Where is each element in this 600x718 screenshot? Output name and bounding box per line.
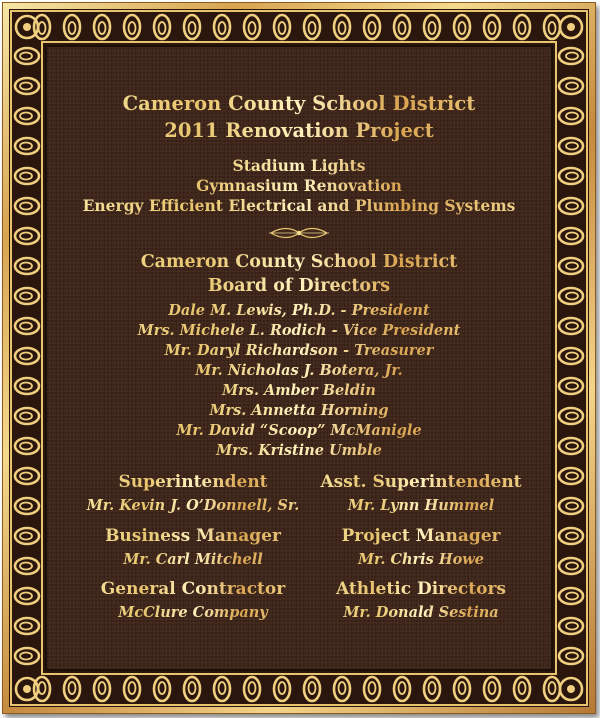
role-title: Business Manager (73, 526, 313, 546)
project-item: Energy Efficient Electrical and Plumbing Systems (45, 196, 553, 215)
board-member: Mrs. Michele L. Rodich - Vice President (45, 322, 553, 339)
plaque (2, 2, 596, 714)
role-name: Mr. Carl Mitchell (73, 551, 313, 568)
ornamental-flourish-icon (269, 226, 329, 240)
board-heading-1: Cameron County School District (45, 252, 553, 272)
project-item: Stadium Lights (45, 156, 553, 175)
role-name: Mr. Donald Sestina (301, 604, 541, 621)
role-name: Mr. Kevin J. O’Donnell, Sr. (73, 497, 313, 514)
board-member: Mr. David “Scoop” McManigle (45, 422, 553, 439)
board-member: Dale M. Lewis, Ph.D. - President (45, 302, 553, 319)
board-member: Mrs. Kristine Umble (45, 442, 553, 459)
board-member: Mrs. Annetta Horning (45, 402, 553, 419)
role-name: Mr. Lynn Hummel (301, 497, 541, 514)
board-member: Mr. Nicholas J. Botera, Jr. (45, 362, 553, 379)
board-member: Mr. Daryl Richardson - Treasurer (45, 342, 553, 359)
project-item: Gymnasium Renovation (45, 176, 553, 195)
title-line-1: Cameron County School District (45, 92, 553, 115)
role-title: Asst. Superintendent (301, 472, 541, 492)
role-title: General Contractor (73, 579, 313, 599)
role-title: Project Manager (301, 526, 541, 546)
board-member: Mrs. Amber Beldin (45, 382, 553, 399)
role-title: Athletic Directors (301, 579, 541, 599)
board-heading-2: Board of Directors (45, 276, 553, 296)
role-title: Superintendent (73, 472, 313, 492)
engraved-panel (45, 45, 553, 671)
role-name: McClure Company (73, 604, 313, 621)
role-name: Mr. Chris Howe (301, 551, 541, 568)
title-line-2: 2011 Renovation Project (45, 119, 553, 142)
